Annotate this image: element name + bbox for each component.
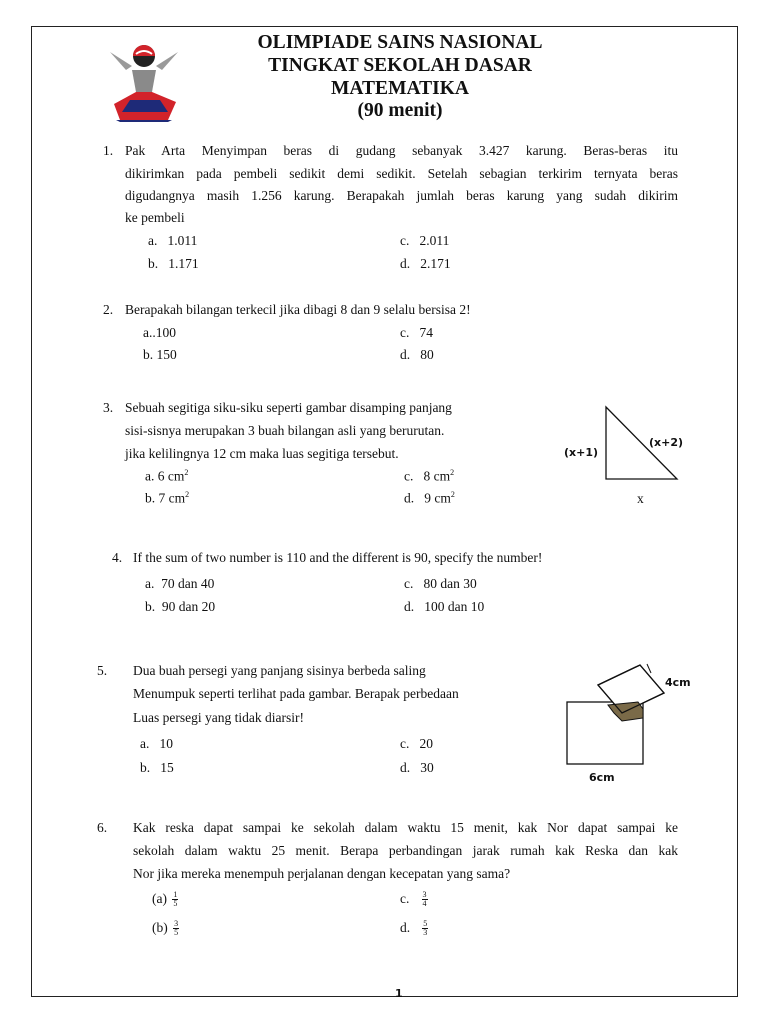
- q6-line: sekolah dalam waktu 25 menit. Berapa perbandingan jarak rumah kak Reska dan kak: [133, 843, 678, 858]
- q5-line: Dua buah persegi yang panjang sisinya berbeda saling: [133, 663, 426, 678]
- q3-option-c: c. 8 $cm^2$: [404, 468, 455, 484]
- header-line-1: OLIMPIADE SAINS NASIONAL: [257, 32, 543, 53]
- q6-option-d: d. $\frac{5}{3}$: [400, 919, 428, 938]
- square-label-small: 4cm: [665, 676, 691, 689]
- q5-line: Menumpuk seperti terlihat pada gambar. Berapak perbedaan: [133, 686, 459, 701]
- q5-option-c: c. 20: [400, 736, 433, 751]
- q4-option-a: a. 70 dan 40: [145, 576, 215, 591]
- q3-option-a: a. 6 $cm^2$: [145, 468, 189, 484]
- q4-number: 4.: [112, 550, 123, 565]
- q1-option-b: b. 1.171: [148, 256, 199, 271]
- header-line-2: TINGKAT SEKOLAH DASAR: [268, 55, 532, 76]
- q3-number: 3.: [103, 400, 114, 415]
- q5-option-b: b. 15: [140, 760, 174, 775]
- q1-line: digudangnya masih 1.256 karung. Berapakah jumlah beras karung yang sudah dikirim: [125, 188, 678, 203]
- overlapping-squares-figure: [560, 655, 672, 767]
- q2-number: 2.: [103, 302, 114, 317]
- q3-line: jika kelilingnya 12 cm maka luas segitiga tersebut.: [125, 446, 399, 461]
- q5-number: 5.: [97, 663, 108, 678]
- q2-option-d: d. 80: [400, 347, 434, 362]
- q2-option-b: b. 150: [143, 347, 177, 362]
- q3-option-d: d. 9 $cm^2$: [404, 490, 455, 506]
- q4-text: If the sum of two number is 110 and the different is 90, specify the number!: [133, 550, 543, 565]
- q3-line: Sebuah segitiga siku-siku seperti gambar disamping panjang: [125, 400, 452, 415]
- header-line-3: MATEMATIKA: [331, 78, 469, 99]
- q5-line: Luas persegi yang tidak diarsir!: [133, 710, 304, 725]
- q3-option-b: b. 7 $cm^2$: [145, 490, 190, 506]
- q1-option-c: c. 2.011: [400, 233, 450, 248]
- q1-line: ke pembeli: [125, 210, 185, 225]
- q1-line: Pak Arta Menyimpan beras di gudang sebanyak 3.427 karung. Beras-beras itu: [125, 143, 678, 158]
- q5-option-a: a. 10: [140, 736, 173, 751]
- q5-option-d: d. 30: [400, 760, 434, 775]
- q6-line: Nor jika mereka menempuh perjalanan dengan kecepatan yang sama?: [133, 866, 511, 881]
- q2-text: Berapakah bilangan terkecil jika dibagi 8 dan 9 selalu bersisa 2!: [125, 302, 471, 317]
- q6-option-b: (b) $\frac{3}{5}$: [152, 919, 179, 938]
- triangle-label-left: (x+1): [564, 446, 599, 459]
- q1-number: 1.: [103, 143, 114, 158]
- q6-option-c: c. $\frac{3}{4}$: [400, 890, 427, 909]
- q4-option-d: d. 100 dan 10: [404, 599, 485, 614]
- q2-option-c: c. 74: [400, 325, 433, 340]
- q1-option-d: d. 2.171: [400, 256, 451, 271]
- q6-number: 6.: [97, 820, 108, 835]
- triangle-label-bottom: x: [637, 491, 644, 506]
- q4-option-c: c. 80 dan 30: [404, 576, 477, 591]
- header-line-4: (90 menit): [357, 100, 443, 121]
- q6-option-a: (a) $\frac{1}{5}$: [152, 890, 178, 909]
- q3-line: sisi-sisnya merupakan 3 buah bilangan asli yang berurutan.: [125, 423, 445, 438]
- q4-option-b: b. 90 dan 20: [145, 599, 216, 614]
- q1-option-a: a. 1.011: [148, 233, 198, 248]
- page-number: 1: [395, 987, 403, 1000]
- triangle-label-hypotenuse: (x+2): [649, 436, 684, 449]
- square-label-big: 6cm: [589, 771, 615, 784]
- q2-option-a: a..100: [143, 325, 176, 340]
- q6-line: Kak reska dapat sampai ke sekolah dalam waktu 15 menit, kak Nor dapat sampai ke: [133, 820, 678, 835]
- q1-line: dikirimkan pada pembeli sedikit demi sedikit. Setelah sebagian terkirim ternyata beras: [125, 166, 678, 181]
